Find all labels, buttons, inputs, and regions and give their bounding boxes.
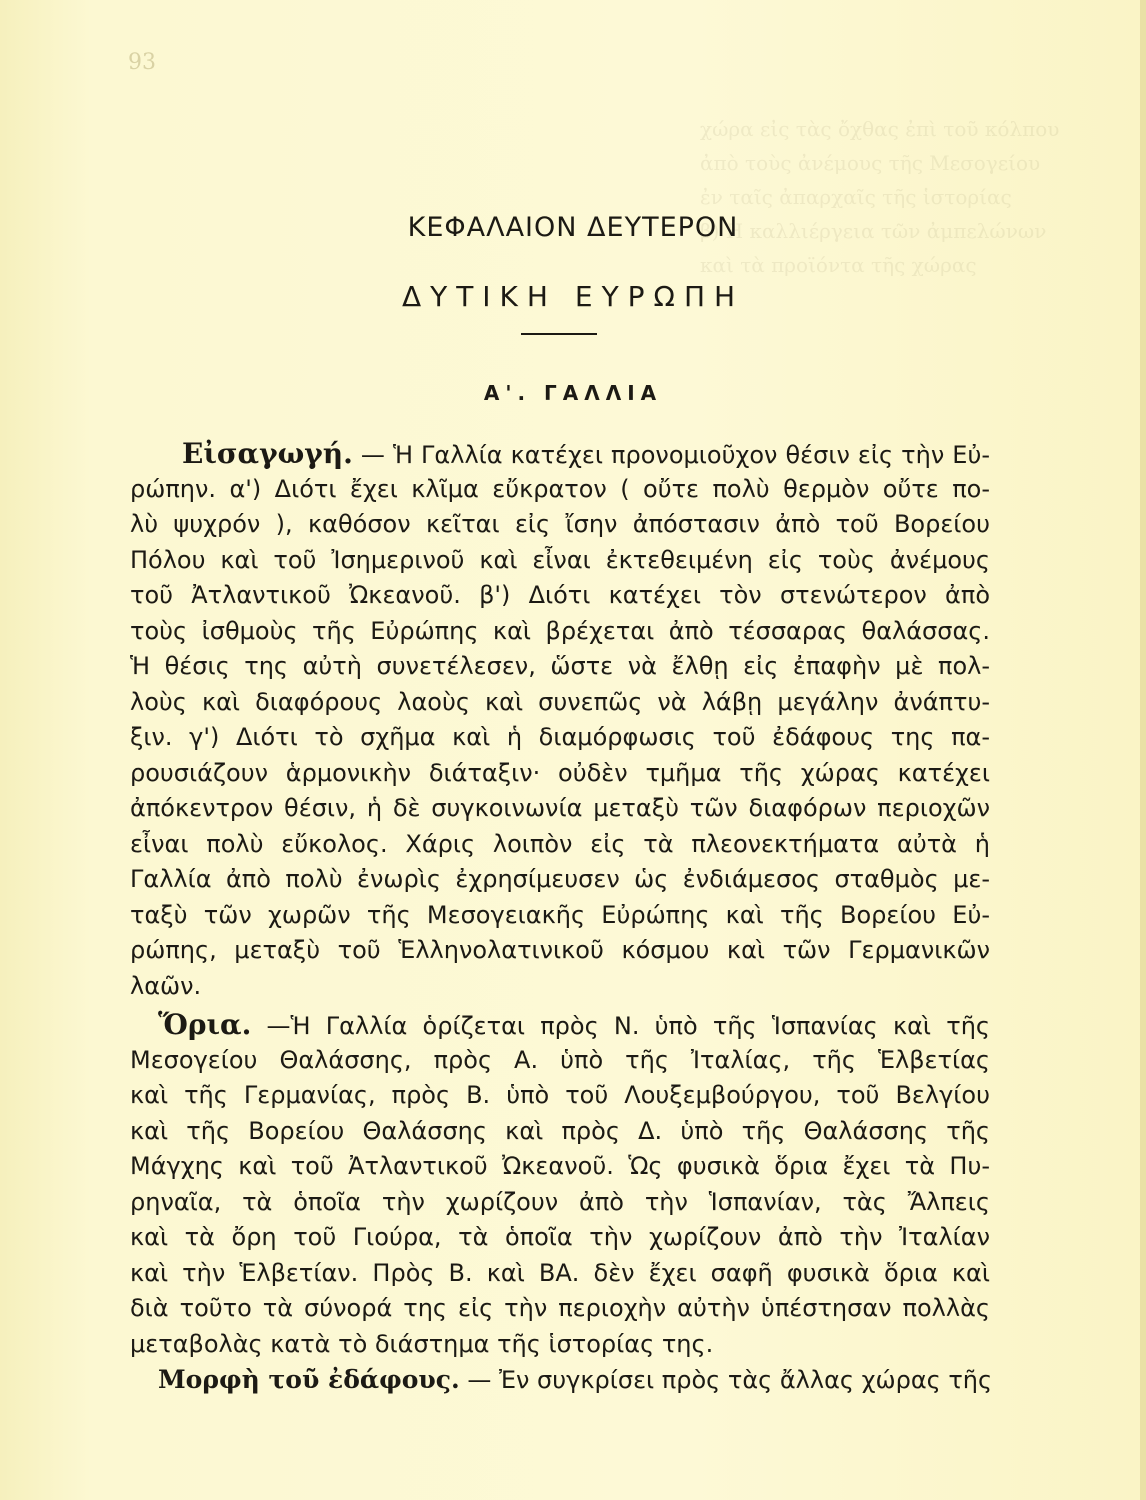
text-line: καὶ τῆς Βορείου Θαλάσσης καὶ πρὸς Δ. ὑπὸ τῆς Θαλάσσης τῆς — [130, 1116, 990, 1145]
title-divider — [521, 333, 597, 335]
text-line: ταξὺ τῶν χωρῶν τῆς Μεσογειακῆς Εὐρώπης καὶ τῆς Βορείου Εὐ- — [130, 900, 990, 929]
text-line: μεταβολὰς κατὰ τὸ διάστημα τῆς ἱστορίας της. — [130, 1329, 714, 1358]
chapter-label: ΚΕΦΑΛΑΙΟΝ ΔΕΥΤΕΡΟΝ — [407, 212, 739, 243]
paragraph-introduction — [130, 436, 990, 1004]
text-line: ξιν. γ') Διότι τὸ σχῆμα καὶ ἡ διαμόρφωσις τοῦ ἐδάφους της πα- — [130, 723, 990, 751]
paragraph-lead: Εἰσαγωγή. — [182, 437, 353, 470]
paragraph-borders — [130, 1007, 990, 1362]
text-line: ἀπόκεντρον θέσιν, ἡ δὲ συγκοινωνία μεταξὺ τῶν διαφόρων περιοχῶν — [130, 794, 990, 822]
text-line — [130, 1362, 993, 1398]
show-through-line: β) Η καλλιέργεια τῶν ἀμπελώνων — [700, 219, 1047, 243]
text-line: ρουσιάζουν ἁρμονικὴν διάταξιν· οὐδὲν τμῆμα τῆς χώρας κατέχει — [130, 758, 990, 787]
chapter-title: ΔΥΤΙΚΗ ΕΥΡΩΠΗ — [401, 280, 745, 313]
line-text: — Ἡ Γαλλία κατέχει προνομιοῦχον θέσιν εἰς τὴν Εὐ- — [352, 441, 990, 469]
text-line: ρώπης, μεταξὺ τοῦ Ἑλληνολατινικοῦ κόσμου καὶ τῶν Γερμανικῶν — [130, 936, 990, 964]
paragraph-relief — [130, 1362, 993, 1398]
text-line: Μάγχης καὶ τοῦ Ἀτλαντικοῦ Ὠκεανοῦ. Ὡς φυσικὰ ὅρια ἔχει τὰ Πυ- — [130, 1152, 990, 1180]
text-line: καὶ τὰ ὄρη τοῦ Γιούρα, τὰ ὁποῖα τὴν χωρίζουν ἀπὸ τὴν Ἰταλίαν — [130, 1223, 990, 1251]
text-line: καὶ τὴν Ἑλβετίαν. Πρὸς Β. καὶ ΒΑ. δὲν ἔχει σαφῆ φυσικὰ ὅρια καὶ — [130, 1258, 990, 1287]
paragraph-lead: Ὅρια. — [158, 1008, 252, 1041]
line-text: — Ἐν συγκρίσει πρὸς τὰς ἄλλας χώρας τῆς — [459, 1366, 993, 1394]
show-through-line: χώρα εἰς τὰς ὄχθας ἐπὶ τοῦ κόλπου — [700, 117, 1060, 141]
text-line: λαῶν. — [130, 971, 202, 1000]
text-line: Πόλου καὶ τοῦ Ἰσημερινοῦ καὶ εἶναι ἐκτεθειμένη εἰς τοὺς ἀνέμους — [130, 545, 990, 574]
paragraph-lead: Μορφὴ τοῦ ἐδάφους. — [158, 1365, 460, 1394]
section-heading: Α'. ΓΑΛΛΙΑ — [483, 381, 663, 405]
text-line — [130, 1007, 990, 1043]
text-line: καὶ τῆς Γερμανίας, πρὸς Β. ὑπὸ τοῦ Λουξεμβούργου, τοῦ Βελγίου — [130, 1081, 990, 1109]
text-line: Γαλλία ἀπὸ πολὺ ἐνωρὶς ἐχρησίμευσεν ὡς ἐνδιάμεσος σταθμὸς με- — [130, 865, 990, 893]
page-number: 93 — [128, 50, 156, 75]
text-line: λοὺς καὶ διαφόρους λαοὺς καὶ συνεπῶς νὰ λάβῃ μεγάλην ἀνάπτυ- — [130, 687, 990, 716]
show-through-text — [700, 112, 1120, 282]
text-line: ρώπην. α') Διότι ἔχει κλῖμα εὔκρατον ( οὔτε πολὺ θερμὸν οὔτε πο- — [130, 474, 990, 503]
show-through-line: καὶ τὰ προϊόντα τῆς χώρας — [700, 253, 977, 277]
text-line: Μεσογείου Θαλάσσης, πρὸς Α. ὑπὸ τῆς Ἰταλίας, τῆς Ἑλβετίας — [130, 1045, 990, 1074]
line-text: —Ἡ Γαλλία ὁρίζεται πρὸς Ν. ὑπὸ τῆς Ἱσπανίας καὶ τῆς — [251, 1012, 990, 1040]
text-line: εἶναι πολὺ εὔκολος. Χάρις λοιπὸν εἰς τὰ πλεονεκτήματα αὐτὰ ἡ — [130, 829, 990, 858]
text-line: ρηναῖα, τὰ ὁποῖα τὴν χωρίζουν ἀπὸ τὴν Ἱσπανίαν, τὰς Ἄλπεις — [130, 1187, 990, 1216]
text-line: τοῦ Ἀτλαντικοῦ Ὠκεανοῦ. β') Διότι κατέχει τὸν στενώτερον ἀπὸ — [130, 581, 990, 609]
text-line: τοὺς ἰσθμοὺς τῆς Εὐρώπης καὶ βρέχεται ἀπὸ τέσσαρας θαλάσσας. — [130, 616, 990, 645]
text-line: λὺ ψυχρόν ), καθόσον κεῖται εἰς ἴσην ἀπόστασιν ἀπὸ τοῦ Βορείου — [130, 510, 990, 538]
text-line — [130, 436, 990, 472]
show-through-line: ἀπὸ τοὺς ἀνέμους τῆς Μεσογείου — [700, 151, 1041, 175]
text-line: Ἡ θέσις της αὐτὴ συνετέλεσεν, ὥστε νὰ ἔλθῃ εἰς ἐπαφὴν μὲ πολ- — [130, 652, 990, 680]
show-through-line: ἐν ταῖς ἀπαρχαῖς τῆς ἱστορίας — [700, 185, 1012, 209]
text-line: διὰ τοῦτο τὰ σύνορά της εἰς τὴν περιοχὴν αὐτὴν ὑπέστησαν πολλὰς — [130, 1294, 990, 1322]
